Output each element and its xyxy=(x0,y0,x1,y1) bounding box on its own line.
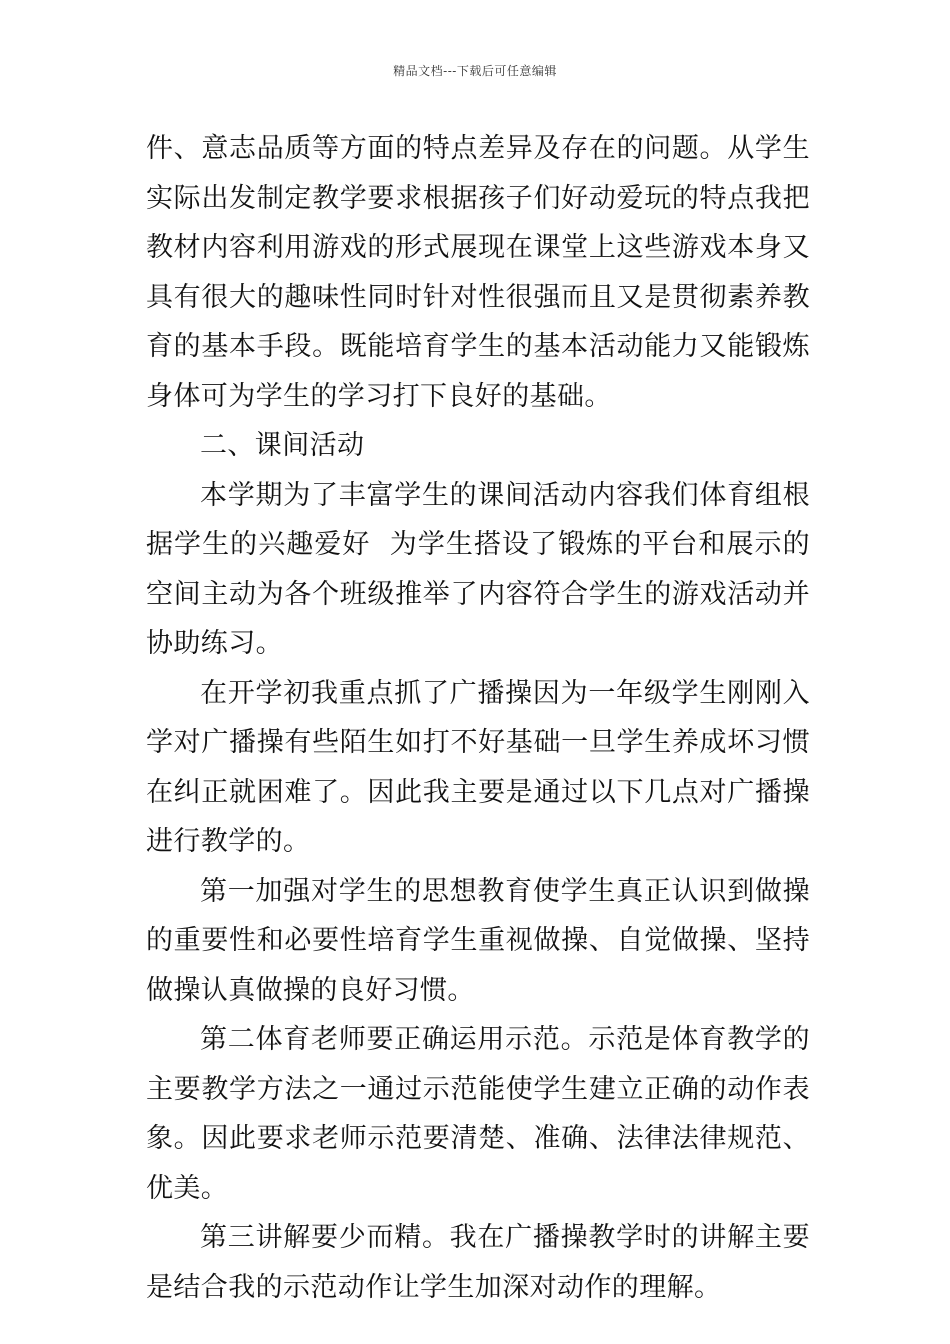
paragraph: 第二体育老师要正确运用示范。示范是体育教学的主要教学方法之一通过示范能使学生建立正确的动作表象。因此要求老师示范要清楚、准确、法律法律规范、优美。 xyxy=(146,1024,810,1204)
page-header: 精品文档---下载后可任意编辑 xyxy=(393,64,557,78)
paragraph: 本学期为了丰富学生的课间活动内容我们体育组根据学生的兴趣爱好 为学生搭设了锻炼的平台和展示的空间主动为各个班级推举了内容符合学生的游戏活动并协助练习。 xyxy=(146,479,810,659)
section-heading: 二、课间活动 xyxy=(200,430,365,461)
paragraph: 在开学初我重点抓了广播操因为一年级学生刚刚入学对广播操有些陌生如打不好基础一旦学生养成坏习惯在纠正就困难了。因此我主要是通过以下几点对广播操进行教学的。 xyxy=(146,677,810,857)
paragraph: 第三讲解要少而精。我在广播操教学时的讲解主要是结合我的示范动作让学生加深对动作的理解。 xyxy=(146,1222,810,1303)
paragraph-continuation: 件、意志品质等方面的特点差异及存在的问题。从学生实际出发制定教学要求根据孩子们好动爱玩的特点我把教材内容利用游戏的形式展现在课堂上这些游戏本身又具有很大的趣味性同时针对性很强而且又是贯彻素养教育的基本手段。既能培育学生的基本活动能力又能锻炼身体可为学生的学习打下良好的基础。 xyxy=(146,133,810,412)
paragraph: 第一加强对学生的思想教育使学生真正认识到做操的重要性和必要性培育学生重视做操、自觉做操、坚持做操认真做操的良好习惯。 xyxy=(146,875,810,1006)
document-body xyxy=(146,124,810,1312)
